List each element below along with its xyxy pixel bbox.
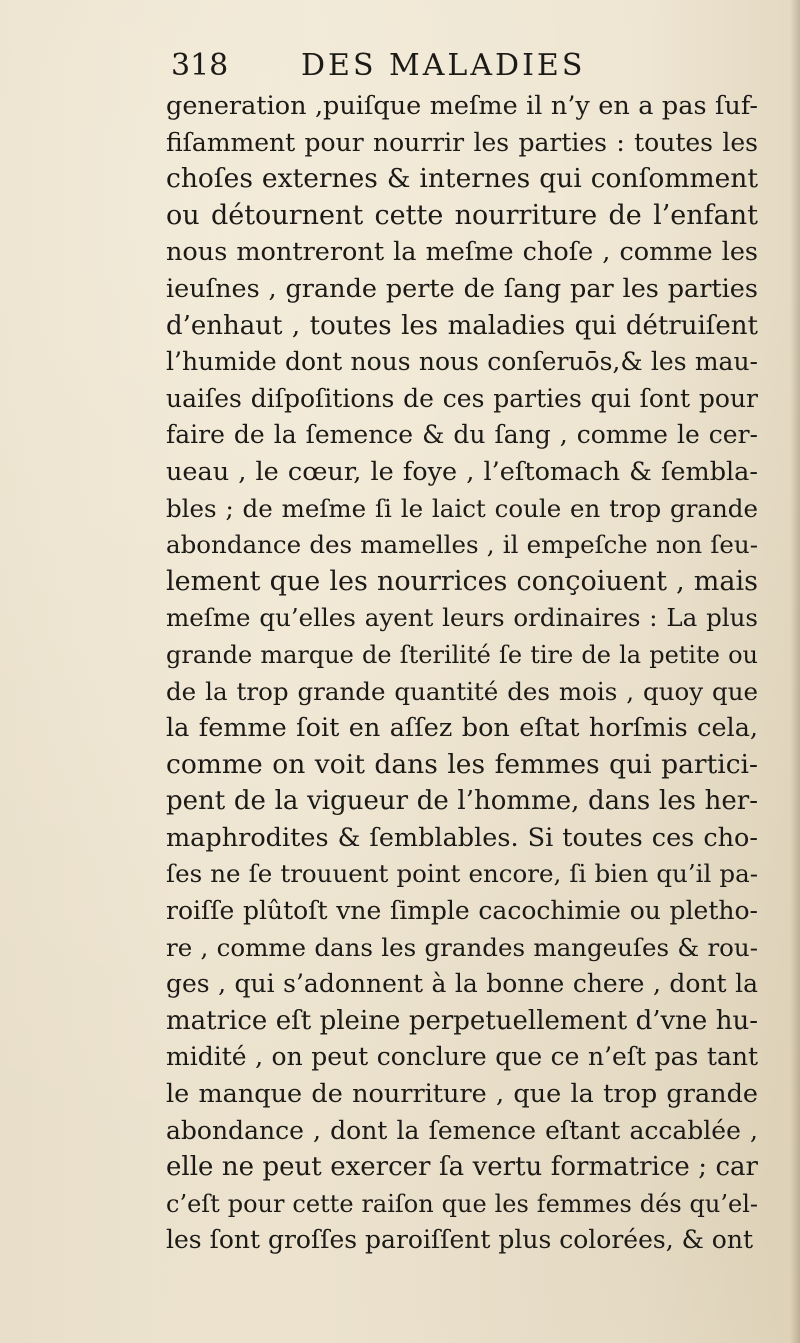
text-line: bles ; de meſme ſi le laict coule en trop grande (166, 493, 758, 523)
text-line: la femme ſoit en aſſez bon eſtat horſmis cela, (166, 713, 758, 744)
text-line: fiſamment pour nourrir les parties : toutes les (166, 127, 758, 157)
text-line: generation ,puiſque meſme il n’y en a pas ſuf- (166, 91, 758, 121)
page-header (171, 44, 771, 90)
text-line: les ſont groſſes paroiſſent plus colorées, & ont (166, 1225, 753, 1255)
text-line: roiſſe plûtoſt vne ſimple cacochimie ou pletho- (166, 896, 758, 926)
page-number: 318 (171, 48, 229, 83)
text-line: l’humide dont nous nous conſeruōs,& les mau- (166, 347, 758, 377)
running-title: DES MALADIES (301, 48, 586, 83)
text-line: maphrodites & ſemblables. Si toutes ces cho- (166, 822, 758, 853)
text-line: pent de la vigueur de l’homme, dans les her- (166, 786, 758, 817)
text-line: ieuſnes , grande perte de ſang par les parties (166, 273, 758, 304)
text-line: abondance des mamelles , il empeſche non ſeu- (166, 530, 758, 560)
text-line: lement que les nourrices conçoiuent , mais (166, 565, 758, 597)
text-line: ueau , le cœur, le foye , l’eſtomach & ſembla- (166, 456, 758, 487)
text-line: c’eſt pour cette raiſon que les femmes dés qu’el- (166, 1189, 758, 1218)
text-line: grande marque de ſterilité ſe tire de la petite ou (166, 640, 758, 669)
text-line: faire de la ſemence & du ſang , comme le cer- (166, 420, 758, 450)
text-line: ou détournent cette nourriture de l’enfant (166, 199, 758, 231)
text-line: ges , qui s’adonnent à la bonne chere , dont la (166, 969, 758, 999)
text-line: ſes ne ſe trouuent point encore, ſi bien qu’il pa- (166, 859, 758, 889)
text-line: midité , on peut conclure que ce n’eſt pas tant (166, 1042, 758, 1072)
page-edge-shadow (790, 0, 800, 1343)
text-line: comme on voit dans les femmes qui partici- (166, 748, 758, 780)
text-line: abondance , dont la ſemence eſtant accablée , (166, 1115, 758, 1145)
text-line: matrice eſt pleine perpetuellement d’vne hu- (166, 1005, 758, 1036)
text-line: choſes externes & internes qui conſomment (166, 163, 758, 195)
text-line: nous montreront la meſme choſe , comme les (166, 237, 758, 268)
text-line: re , comme dans les grandes mangeuſes & rou- (166, 932, 758, 962)
text-line: le manque de nourriture , que la trop grande (166, 1079, 758, 1110)
text-line: uaiſes diſpoſitions de ces parties qui ſont pour (166, 383, 758, 413)
body-text (166, 88, 758, 1259)
text-line: elle ne peut exercer ſa vertu formatrice ; car (166, 1152, 758, 1183)
text-line: meſme qu’elles ayent leurs ordinaires : La plus (166, 603, 758, 633)
text-line: d’enhaut , toutes les maladies qui détruiſent (166, 310, 758, 341)
text-line: de la trop grande quantité des mois , quoy que (166, 676, 758, 706)
